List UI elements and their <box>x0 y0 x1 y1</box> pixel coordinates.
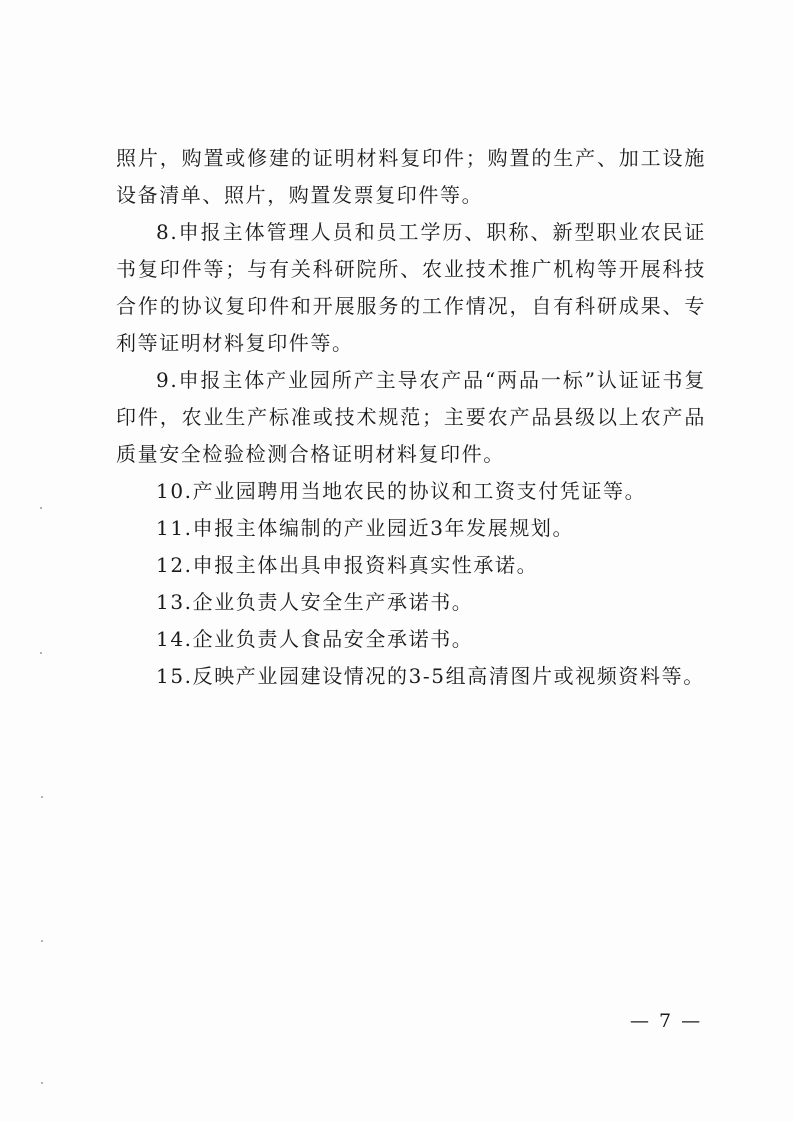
paragraph-item-10: 10.产业园聘用当地农民的协议和工资支付凭证等。 <box>156 479 647 503</box>
paragraph-item-12: 12.申报主体出具申报资料真实性承诺。 <box>156 553 539 577</box>
document-body <box>116 140 706 695</box>
paragraph-item-8: 8.申报主体管理人员和员工学历、职称、新型职业农民证书复印件等；与有关科研院所、农业技术推广机构等开展科技合作的协议复印件和开展服务的工作情况，自有科研成果、专利等证明材料复印件等。 <box>116 220 706 355</box>
page-number: — 7 — <box>630 1010 703 1032</box>
paragraph-item-11: 11.申报主体编制的产业园近3年发展规划。 <box>156 516 575 540</box>
paragraph-item-15: 15.反映产业园建设情况的3-5组高清图片或视频资料等。 <box>156 664 705 688</box>
scan-mark <box>41 796 43 798</box>
scan-mark <box>41 940 43 942</box>
scan-mark <box>40 652 42 654</box>
paragraph-continuation: 照片，购置或修建的证明材料复印件；购置的生产、加工设施设备清单、照片，购置发票复印件等。 <box>116 146 706 207</box>
paragraph-item-14: 14.企业负责人食品安全承诺书。 <box>156 627 474 651</box>
paragraph-item-13: 13.企业负责人安全生产承诺书。 <box>156 590 474 614</box>
scan-mark <box>40 507 42 509</box>
paragraph-item-9: 9.申报主体产业园所产主导农产品“两品一标”认证证书复印件，农业生产标准或技术规范；主要农产品县级以上农产品质量安全检验检测合格证明材料复印件。 <box>116 368 706 466</box>
scan-mark <box>41 1082 43 1084</box>
